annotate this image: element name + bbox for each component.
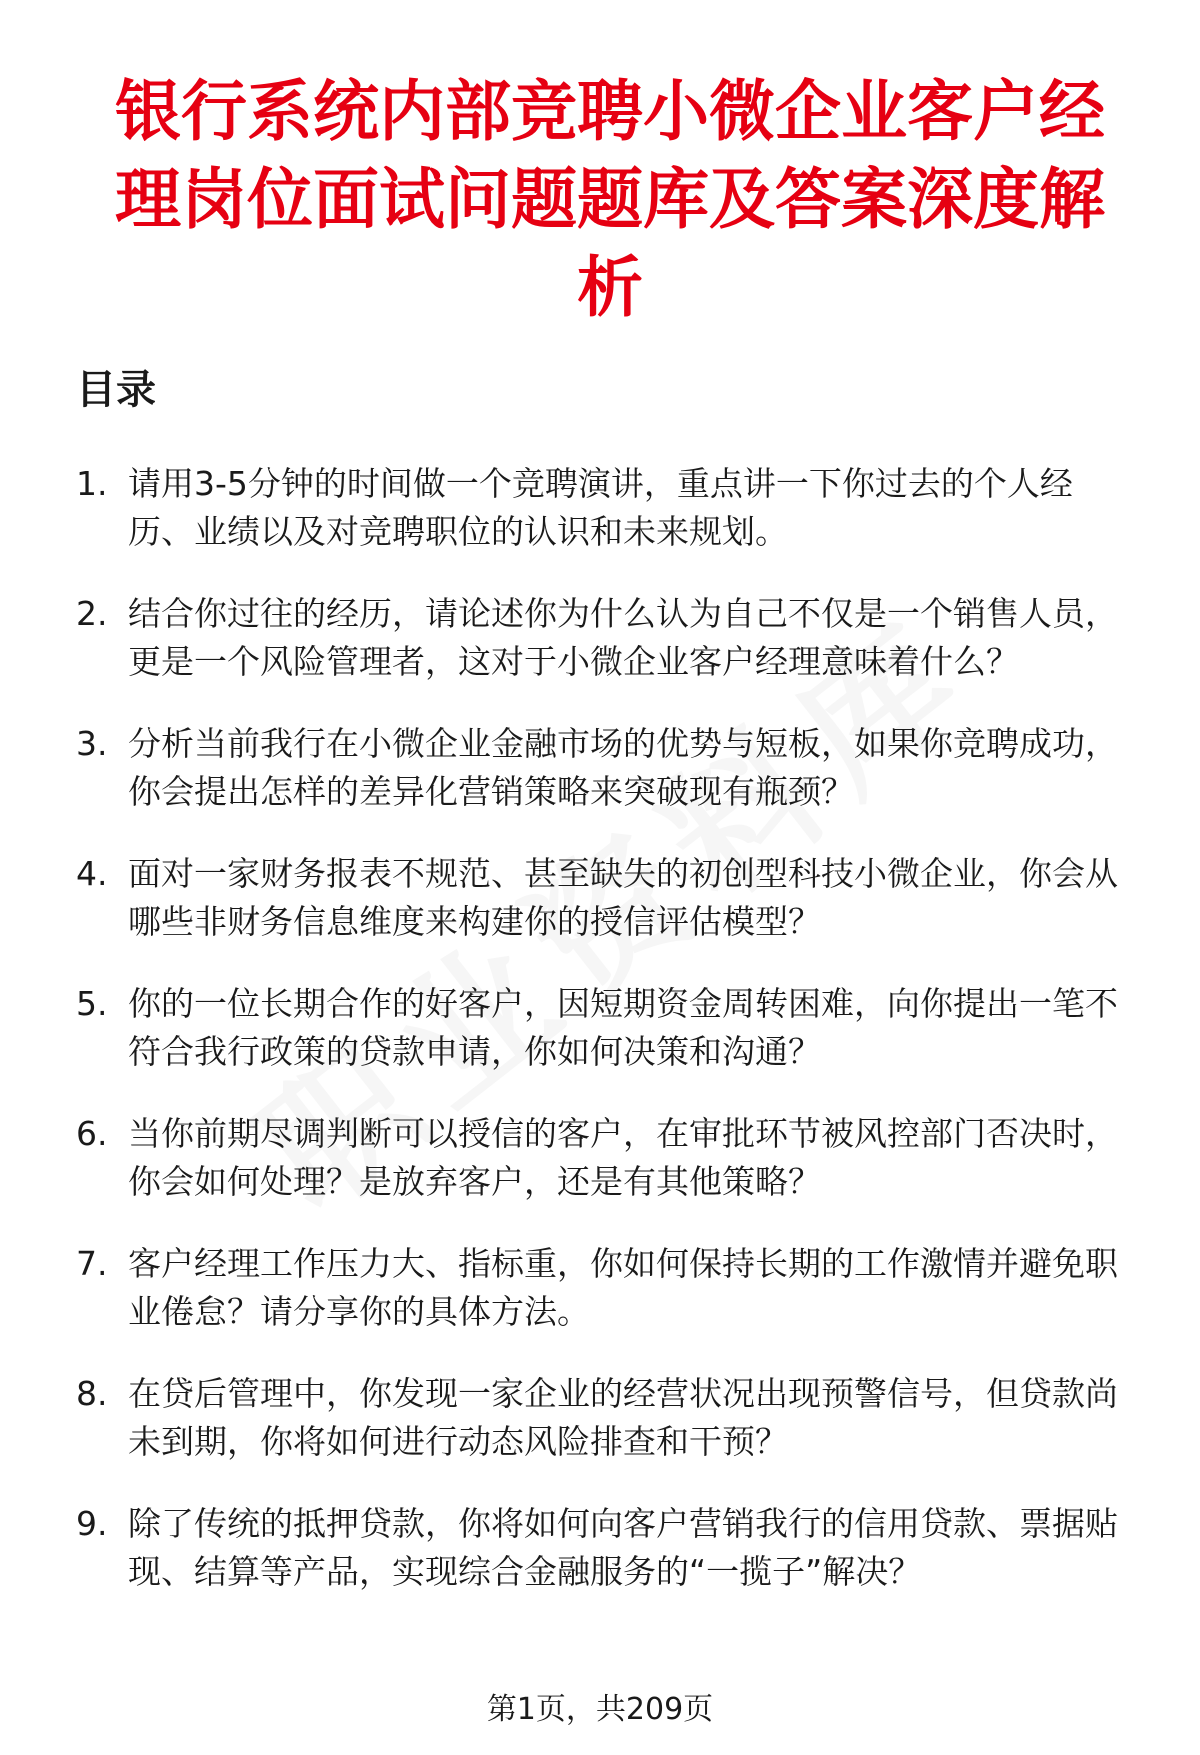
toc-item[interactable] xyxy=(76,460,1136,556)
toc-item-number: 8. xyxy=(76,1374,108,1413)
toc-item-text: 面对一家财务报表不规范、甚至缺失的初创型科技小微企业，你会从哪些非财务信息维度来构建你的授信评估模型？ xyxy=(128,854,1118,941)
toc-item-text: 你的一位长期合作的好客户，因短期资金周转困难，向你提出一笔不符合我行政策的贷款申请，你如何决策和沟通？ xyxy=(128,984,1118,1071)
toc-item-text: 当你前期尽调判断可以授信的客户，在审批环节被风控部门否决时，你会如何处理？是放弃客户，还是有其他策略？ xyxy=(128,1114,1118,1201)
page-footer: 第1页，共209页 xyxy=(486,1692,714,1727)
toc-item-text: 请用3-5分钟的时间做一个竞聘演讲，重点讲一下你过去的个人经历、业绩以及对竞聘职位的认识和未来规划。 xyxy=(128,464,1073,551)
toc-item[interactable] xyxy=(76,590,1136,686)
toc-item[interactable] xyxy=(76,720,1136,816)
toc-item[interactable] xyxy=(76,1110,1136,1206)
toc-item-number: 4. xyxy=(76,854,108,893)
toc-item-number: 6. xyxy=(76,1114,108,1153)
toc-item-number: 3. xyxy=(76,724,108,763)
toc-item[interactable] xyxy=(76,1500,1136,1596)
toc-item-number: 7. xyxy=(76,1244,108,1283)
toc-item[interactable] xyxy=(76,1240,1136,1336)
toc-item-text: 除了传统的抵押贷款，你将如何向客户营销我行的信用贷款、票据贴现、结算等产品，实现综合金融服务的“一揽子”解决？ xyxy=(128,1504,1118,1591)
toc-item[interactable] xyxy=(76,980,1136,1076)
toc-item-text: 客户经理工作压力大、指标重，你如何保持长期的工作激情并避免职业倦怠？请分享你的具体方法。 xyxy=(128,1244,1118,1331)
toc-list xyxy=(76,460,1136,1630)
toc-item-number: 1. xyxy=(76,464,108,503)
toc-item-number: 9. xyxy=(76,1504,108,1543)
toc-heading: 目录 xyxy=(76,367,156,413)
toc-item[interactable] xyxy=(76,850,1136,946)
toc-item-number: 2. xyxy=(76,594,108,633)
toc-item-text: 结合你过往的经历，请论述你为什么认为自己不仅是一个销售人员，更是一个风险管理者，这对于小微企业客户经理意味着什么？ xyxy=(128,594,1118,681)
toc-item-text: 在贷后管理中，你发现一家企业的经营状况出现预警信号，但贷款尚未到期，你将如何进行动态风险排查和干预？ xyxy=(128,1374,1118,1461)
toc-item[interactable] xyxy=(76,1370,1136,1466)
page-title: 银行系统内部竞聘小微企业客户经理岗位面试问题题库及答案深度解析 xyxy=(115,73,1105,326)
toc-item-text: 分析当前我行在小微企业金融市场的优势与短板，如果你竞聘成功，你会提出怎样的差异化营销策略来突破现有瓶颈？ xyxy=(128,724,1118,811)
toc-item-number: 5. xyxy=(76,984,108,1023)
